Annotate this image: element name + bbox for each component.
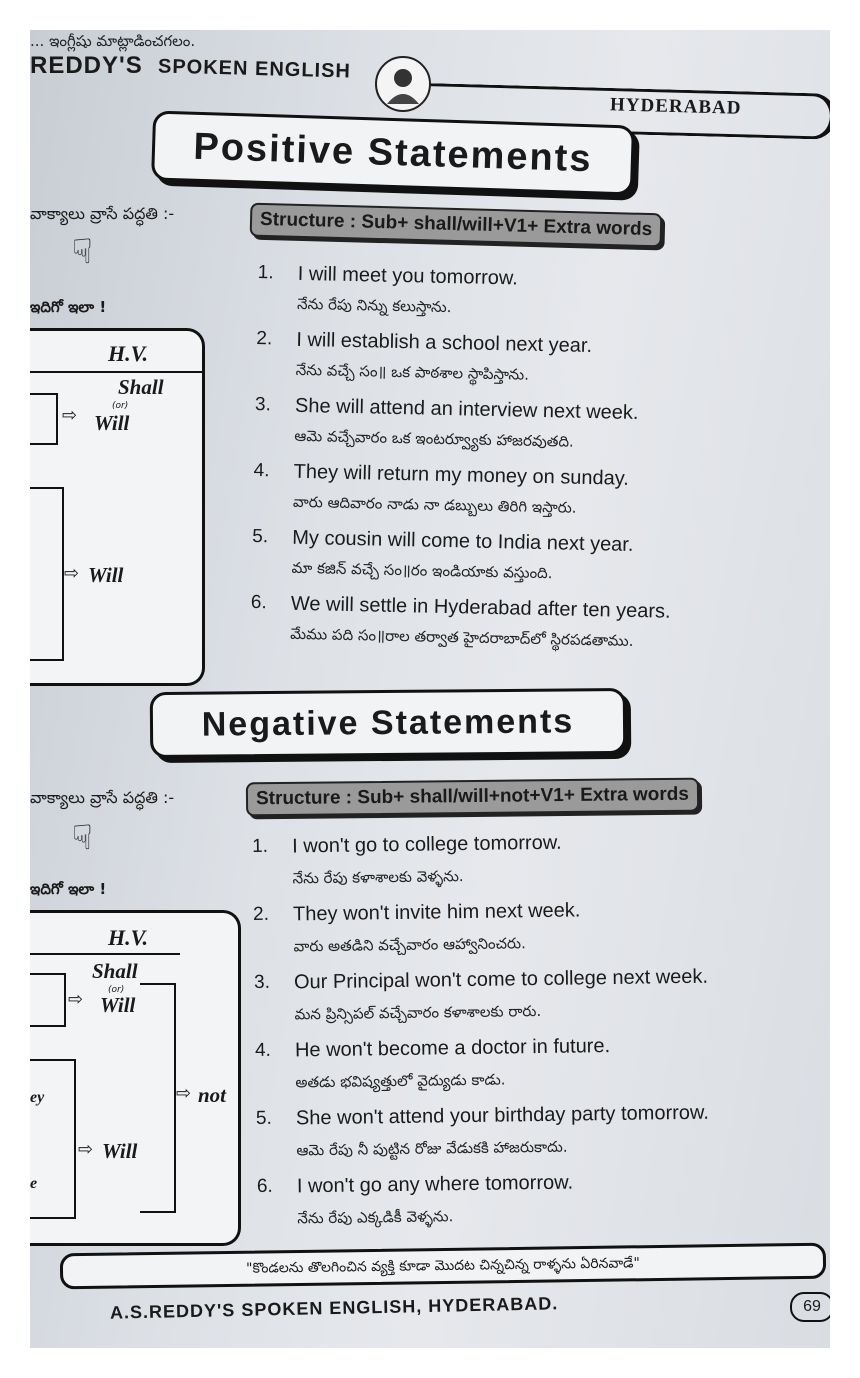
hv-will-2: Will xyxy=(102,1139,138,1163)
top-telugu-line: ... ఇంగ్లీషు మాట్లాడించగలం. xyxy=(30,32,196,50)
book-page xyxy=(30,30,830,1348)
hv-not: not xyxy=(198,1083,227,1107)
hv-fragment: e xyxy=(30,1175,38,1192)
hv-or: (or) xyxy=(108,985,125,995)
hv-will-2: Will xyxy=(88,563,124,587)
hv-will: Will xyxy=(94,411,130,435)
hv-not-bracket xyxy=(140,983,176,1213)
positive-list xyxy=(250,262,671,658)
hv-or: (or) xyxy=(112,401,129,411)
negative-structure: Structure : Sub+ shall/will+not+V1+ Extra words xyxy=(246,778,699,817)
hv-bracket xyxy=(30,1059,76,1219)
positive-title: Positive Statements xyxy=(151,110,635,195)
list-item: 2. I will establish a school next year. నేను వచ్చే సం॥ ఒక పాఠశాల స్థాపిస్తాను. xyxy=(256,327,593,384)
hv-shall: Shall xyxy=(118,375,164,399)
negative-title: Negative Statements xyxy=(150,688,627,758)
arrow-right-icon: ⇨ xyxy=(78,1139,94,1160)
hv-bracket xyxy=(30,393,58,445)
hv-bracket xyxy=(30,973,66,1027)
hv-fragment: ey xyxy=(30,1089,45,1106)
list-item: 4. He won't become a doctor in future. అతడు భవిష్యత్తులో వైద్యుడు కాడు. xyxy=(254,1035,611,1092)
list-item: 2. They won't invite him next week. వారు అతడిని వచ్చేవారం ఆహ్వానించరు. xyxy=(252,899,581,956)
list-item: 1. I will meet you tomorrow. నేను రేపు నిన్ను కలుస్తాను. xyxy=(257,262,519,317)
hv-divider xyxy=(30,953,180,955)
positive-hv-box xyxy=(30,328,205,686)
negative-here-label: ఇదిగో ఇలా ! xyxy=(30,880,107,898)
positive-here-label: ఇదిగో ఇలా ! xyxy=(30,298,107,316)
arrow-right-icon: ⇨ xyxy=(64,563,80,584)
hv-title: H.V. xyxy=(108,341,148,366)
list-item: 3. She will attend an interview next week. ఆమె వచ్చేవారం ఒక ఇంటర్వ్యూకు హాజరవుతది. xyxy=(254,393,639,451)
portrait-logo-icon xyxy=(375,56,431,112)
quote-banner: "కొండలను తొలగించిన వ్యక్తి కూడా మొదట చిన్నచిన్న రాళ్ళను ఏరినవాడే" xyxy=(60,1243,826,1290)
hv-bracket xyxy=(30,487,64,661)
positive-structure: Structure : Sub+ shall/will+V1+ Extra words xyxy=(250,203,663,248)
negative-list xyxy=(252,831,709,1244)
list-item: 6. We will settle in Hyderabad after ten years. మేము పది సం॥రాల తర్వాత హైదరాబాద్‌లో స్థిరపడతాము. xyxy=(250,591,671,650)
page-number: 69 xyxy=(790,1292,830,1322)
footer-text: A.S.REDDY'S SPOKEN ENGLISH, HYDERABAD. xyxy=(109,1293,559,1323)
pointing-hand-icon: ☟ xyxy=(72,232,93,272)
hv-divider xyxy=(30,371,202,373)
arrow-right-icon: ⇨ xyxy=(176,1083,192,1104)
hv-will: Will xyxy=(100,993,136,1017)
list-item: 1. I won't go to college tomorrow. నేను రేపు కళాశాలకు వెళ్ళను. xyxy=(252,831,562,888)
positive-method-label: వాక్యాలు వ్రాసే పద్ధతి :- xyxy=(30,204,175,223)
arrow-right-icon: ⇨ xyxy=(62,405,78,426)
brand-name: REDDY'S xyxy=(30,52,143,79)
brand-subtitle: SPOKEN ENGLISH xyxy=(157,55,352,83)
city-label: HYDERABAD xyxy=(609,94,742,119)
list-item: 5. She won't attend your birthday party tomorrow. ఆమె రేపు నీ పుట్టిన రోజు వేడుకకి హాజరుకాదు. xyxy=(255,1101,709,1160)
hv-title: H.V. xyxy=(108,925,148,950)
arrow-right-icon: ⇨ xyxy=(68,989,84,1010)
list-item: 3. Our Principal won't come to college next week. మన ప్రిన్సిపల్ వచ్చేవారం కళాశాలకు రారు. xyxy=(253,965,709,1024)
list-item: 5. My cousin will come to India next year. మా కజిన్ వచ్చే సం॥రం ఇండియాకు వస్తుంది. xyxy=(252,525,634,583)
hv-shall: Shall xyxy=(92,959,138,983)
list-item: 6. I won't go any where tomorrow. నేను రేపు ఎక్కడికీ వెళ్ళను. xyxy=(256,1171,574,1228)
negative-hv-box xyxy=(30,910,241,1246)
negative-method-label: వాక్యాలు వ్రాసే పద్ధతి :- xyxy=(30,788,175,807)
list-item: 4. They will return my money on sunday. వారు ఆదివారం నాడు నా డబ్బులు తిరిగి ఇస్తారు. xyxy=(253,459,630,517)
pointing-hand-icon: ☟ xyxy=(72,818,93,858)
